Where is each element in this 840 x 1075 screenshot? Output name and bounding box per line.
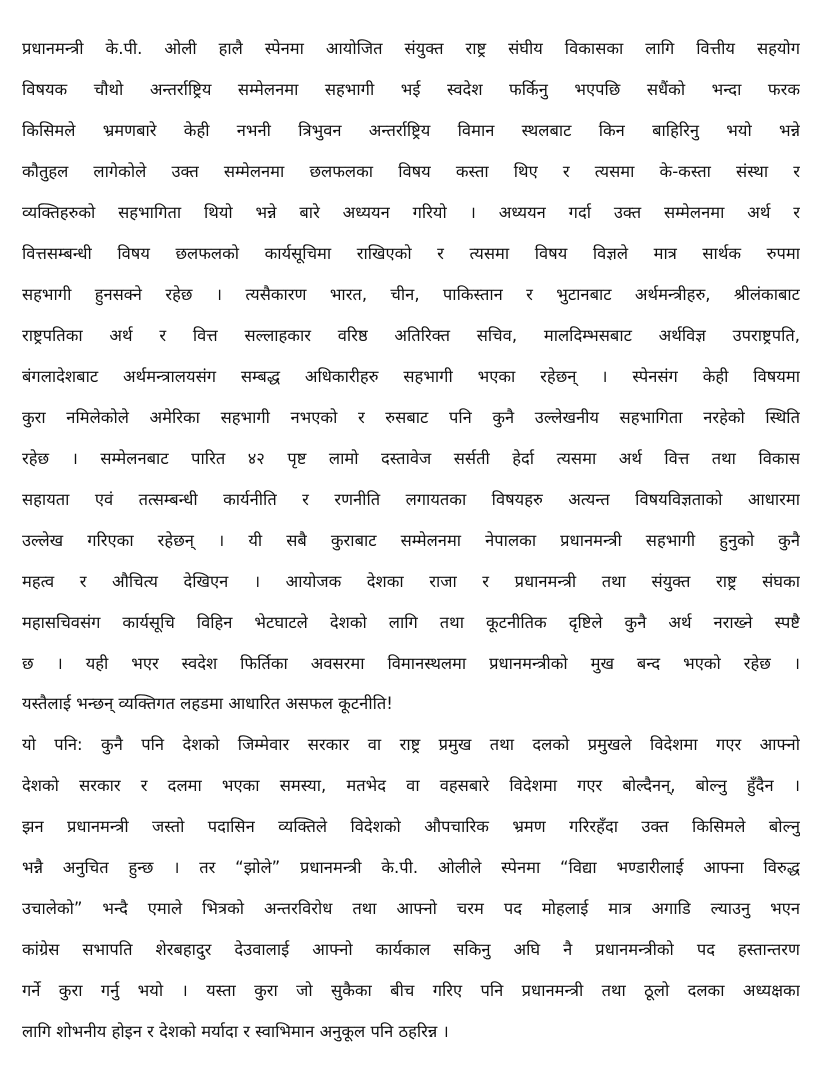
text-line: झन प्रधानमन्त्री जस्तो पदासिन व्यक्तिले विदेशको औपचारिक भ्रमण गरिरहँदा उक्त किसिमले बोल्नु: [22, 817, 800, 836]
text-line: छ । यही भएर स्वदेश फिर्तिका अवसरमा विमानस्थलमा प्रधानमन्त्रीको मुख बन्द भएको रहेछ ।: [22, 654, 800, 673]
text-line: भन्नै अनुचित हुन्छ । तर “झोले” प्रधानमन्त्री के.पी. ओलीले स्पेनमा “विद्या भण्डारीलाई आफ्ना विरुद्ध: [22, 858, 800, 877]
text-line: उचालेको” भन्दै एमाले भित्रको अन्तरविरोध तथा आफ्नो चरम पद मोहलाई मात्र अगाडि ल्याउनु भएन: [22, 899, 800, 918]
text-line: लागि शोभनीय होइन र देशको मर्यादा र स्वाभिमान अनुकूल पनि ठहरिन्न ।: [22, 1022, 449, 1041]
text-line: कांग्रेस सभापति शेरबहादुर देउवालाई आफ्नो कार्यकाल सकिनु अघि नै प्रधानमन्त्रीको पद हस्तान्तरण: [22, 940, 800, 959]
text-line: वित्तसम्बन्धी विषय छलफलको कार्यसूचिमा राखिएको र त्यसमा विषय विज्ञले मात्र सार्थक रुपमा: [22, 244, 800, 263]
text-line: यो पनि: कुनै पनि देशको जिम्मेवार सरकार वा राष्ट्र प्रमुख तथा दलको प्रमुखले विदेशमा गएर आफ्नो: [22, 735, 800, 754]
text-line: यस्तैलाई भन्छन् व्यक्तिगत लहडमा आधारित असफल कूटनीति!: [22, 694, 393, 713]
text-line: महत्व र औचित्य देखिएन । आयोजक देशका राजा र प्रधानमन्त्री तथा संयुक्त राष्ट्र संघका: [22, 572, 800, 591]
text-line: सहभागी हुनसक्ने रहेछ । त्यसैकारण भारत, चीन, पाकिस्तान र भुटानबाट अर्थमन्त्रीहरु, श्रीलंकाबाट: [22, 285, 800, 304]
text-line: राष्ट्रपतिका अर्थ र वित्त सल्लाहकार वरिष्ठ अतिरिक्त सचिव, मालदिम्भसबाट अर्थविज्ञ उपराष्ट्रपति,: [22, 326, 800, 345]
text-line: रहेछ । सम्मेलनबाट पारित ४२ पृष्ट लामो दस्तावेज सर्सती हेर्दा त्यसमा अर्थ वित्त तथा विकास: [22, 449, 800, 468]
text-line: उल्लेख गरिएका रहेछन् । यी सबै कुराबाट सम्मेलनमा नेपालका प्रधानमन्त्री सहभागी हुनुको कुनै: [22, 531, 800, 550]
text-line: गर्ने कुरा गर्नु भयो । यस्ता कुरा जो सुकैका बीच गरिए पनि प्रधानमन्त्री तथा ठूलो दलका अध्यक्षका: [22, 981, 800, 1000]
text-line: कौतुहल लागेकोले उक्त सम्मेलनमा छलफलका विषय कस्ता थिए र त्यसमा के-कस्ता संस्था र: [22, 162, 800, 181]
text-line: प्रधानमन्त्री के.पी. ओली हालै स्पेनमा आयोजित संयुक्त राष्ट्र संघीय विकासका लागि वित्तीय सहयोग: [22, 39, 800, 58]
text-line: सहायता एवं तत्सम्बन्धी कार्यनीति र रणनीति लगायतका विषयहरु अत्यन्त विषयविज्ञताको आधारमा: [22, 490, 800, 509]
text-line: देशको सरकार र दलमा भएका समस्या, मतभेद वा वहसबारे विदेशमा गएर बोल्दैनन्, बोल्नु हुँदैन ।: [22, 776, 800, 795]
text-line: बंगलादेशबाट अर्थमन्त्रालयसंग सम्बद्ध अधिकारीहरु सहभागी भएका रहेछन् । स्पेनसंग केही विषयमा: [22, 367, 800, 386]
text-line: किसिमले भ्रमणबारे केही नभनी त्रिभुवन अन्तर्राष्ट्रिय विमान स्थलबाट किन बाहिरिनु भयो भन्ने: [22, 121, 800, 140]
text-line: महासचिवसंग कार्यसूचि विहिन भेटघाटले देशको लागि तथा कूटनीतिक दृष्टिले कुनै अर्थ नराख्ने स्पष्टै: [22, 613, 800, 632]
text-line: विषयक चौथो अन्तर्राष्ट्रिय सम्मेलनमा सहभागी भई स्वदेश फर्किनु भएपछि सधैंको भन्दा फरक: [22, 80, 800, 99]
text-line: व्यक्तिहरुको सहभागिता थियो भन्ने बारे अध्ययन गरियो । अध्ययन गर्दा उक्त सम्मेलनमा अर्थ र: [22, 203, 800, 222]
text-line: कुरा नमिलेकोले अमेरिका सहभागी नभएको र रुसबाट पनि कुनै उल्लेखनीय सहभागिता नरहेको स्थिति: [22, 408, 800, 427]
